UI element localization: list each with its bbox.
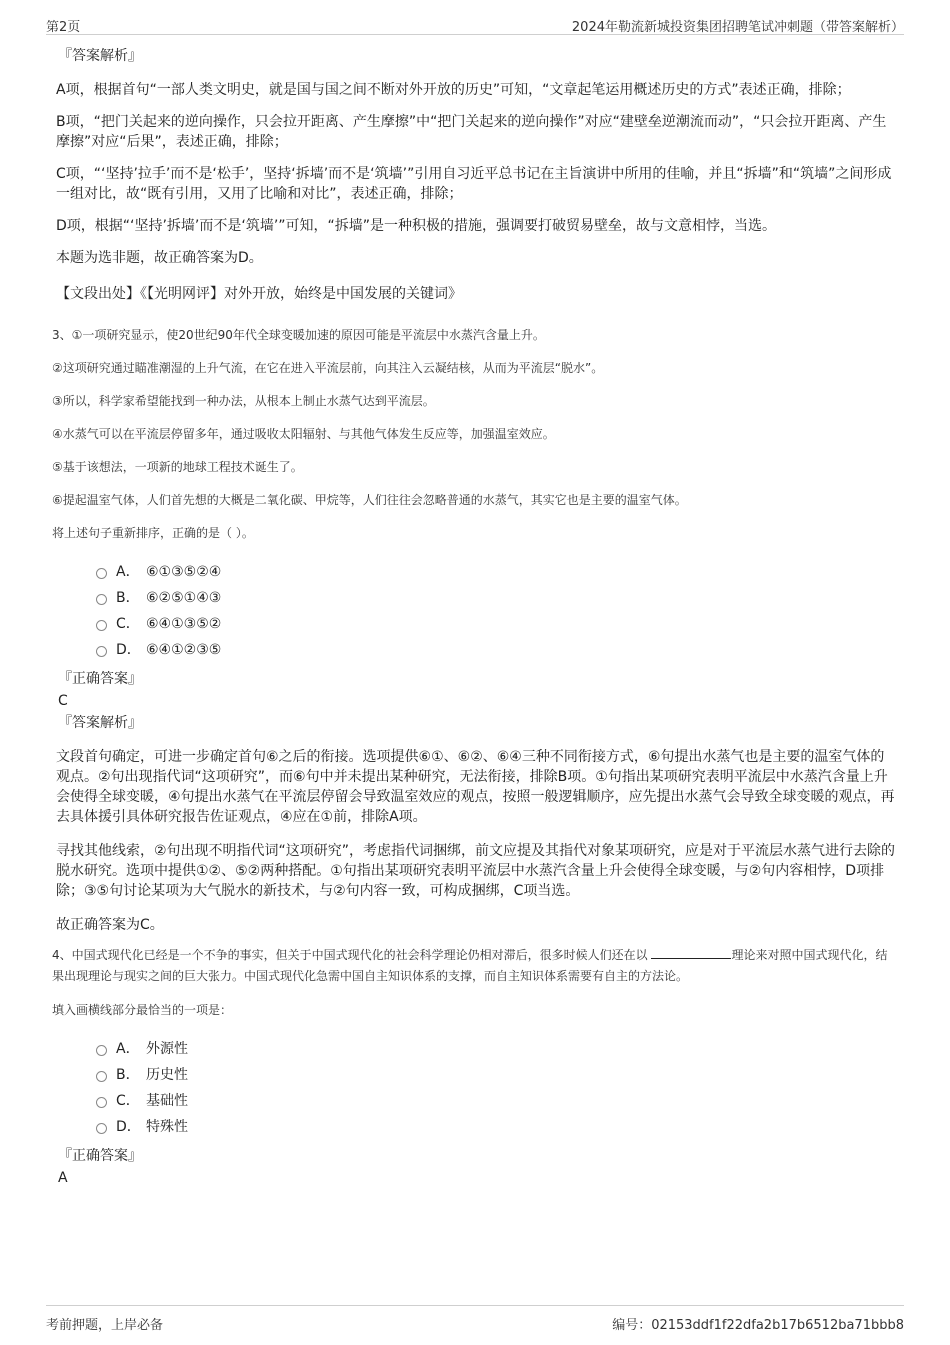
option-text: ⑥④①②③⑤ bbox=[146, 642, 222, 658]
option-text: 历史性 bbox=[146, 1067, 188, 1083]
page-footer bbox=[46, 1305, 904, 1332]
option-letter: C． bbox=[116, 1093, 140, 1109]
option-text: 外源性 bbox=[146, 1041, 188, 1057]
correct-answer: C bbox=[58, 693, 68, 709]
option-text: ⑥④①③⑤② bbox=[146, 616, 222, 632]
page-number: 第2页 bbox=[46, 20, 81, 35]
option-c[interactable] bbox=[56, 1088, 896, 1114]
analysis-conclusion: 本题为选非题，故正确答案为D。 bbox=[56, 250, 263, 266]
radio-icon[interactable] bbox=[96, 1097, 107, 1108]
radio-icon[interactable] bbox=[96, 594, 107, 605]
question-stem: ②这项研究通过瞄准潮湿的上升气流，在它在进入平流层前，向其注入云凝结核，从而为平流层“脱水”。 bbox=[52, 361, 604, 375]
analysis-label: 『答案解析』 bbox=[58, 715, 142, 731]
option-b[interactable] bbox=[56, 585, 896, 611]
option-letter: C． bbox=[116, 616, 140, 632]
option-text: ⑥①③⑤②④ bbox=[146, 564, 222, 580]
question-stem: ③所以，科学家希望能找到一种办法，从根本上制止水蒸气达到平流层。 bbox=[52, 394, 435, 408]
question-stem: ⑥提起温室气体，人们首先想的大概是二氧化碳、甲烷等，人们往往会忽略普通的水蒸气，其实它也是主要的温室气体。 bbox=[52, 493, 687, 507]
option-a[interactable] bbox=[56, 559, 896, 585]
analysis-conclusion: 故正确答案为C。 bbox=[56, 917, 164, 933]
stem-before: 4、中国式现代化已经是一个不争的事实，但关于中国式现代化的社会科学理论仍相对滞后，很多时候人们还在以 bbox=[52, 948, 648, 962]
source-citation: 【文段出处】《【光明网评】对外开放，始终是中国发展的关键词》 bbox=[56, 286, 462, 302]
option-d[interactable] bbox=[56, 637, 896, 663]
option-b[interactable] bbox=[56, 1062, 896, 1088]
option-letter: B． bbox=[116, 1067, 140, 1083]
question-stem bbox=[52, 945, 896, 987]
fill-blank bbox=[651, 946, 731, 959]
question-stem: 3、①一项研究显示，使20世纪90年代全球变暖加速的原因可能是平流层中水蒸汽含量上升。 bbox=[52, 328, 545, 342]
footer-slogan: 考前押题，上岸必备 bbox=[46, 1318, 164, 1333]
option-letter: D． bbox=[116, 1119, 141, 1135]
analysis-para: D项，根据“‘坚持’拆墙’而不是‘筑墙’”可知，“拆墙”是一种积极的措施，强调要打破贸易壁垒，故与文意相悖，当选。 bbox=[56, 218, 777, 234]
radio-icon[interactable] bbox=[96, 1045, 107, 1056]
option-c[interactable] bbox=[56, 611, 896, 637]
option-text: 特殊性 bbox=[146, 1119, 188, 1135]
correct-answer-label: 『正确答案』 bbox=[58, 671, 142, 687]
question-prompt: 填入画横线部分最恰当的一项是： bbox=[52, 1003, 233, 1017]
question-3 bbox=[52, 326, 896, 543]
radio-icon[interactable] bbox=[96, 1071, 107, 1082]
analysis-para: 文段首句确定，可进一步确定首句⑥之后的衔接。选项提供⑥①、⑥②、⑥④三种不同衔接方式，⑥句提出水蒸气也是主要的温室气体的观点。②句出现指代词“这项研究”，而⑥句中并未提出某种研究，无法衔接，排除B项。①句指出某项研究表明平流层中水蒸汽含量上升会使得全球变暖，④句提出水蒸气在平流层停留会导致温室效应的观点，按照一般逻辑顺序，应先提出水蒸气会导致全球变暖的观点，再去具体援引具体研究报告佐证观点，④应在①前，排除A项。 bbox=[56, 749, 895, 825]
analysis-para: 寻找其他线索，②句出现不明指代词“这项研究”，考虑指代词捆绑，前文应提及其指代对象某项研究，应是对于平流层水蒸气进行去除的脱水研究。选项中提供①②、⑤②两种搭配。①句指出某项研究表明平流层中水蒸汽含量上升会使得全球变暖，与②句内容相悖，D项排除；③⑤句讨论某项为大气脱水的新技术，与②句内容一致，可构成捆绑，C项当选。 bbox=[56, 843, 896, 899]
option-d[interactable] bbox=[56, 1114, 896, 1140]
page-content bbox=[52, 44, 896, 1188]
option-letter: D． bbox=[116, 642, 141, 658]
radio-icon[interactable] bbox=[96, 646, 107, 657]
stem-after: 理论来对照中国式现代化，结果出现理论与现实之间的巨大张力。中国式现代化急需中国自主知识体系的支撑，而自主知识体系需要有自主的方法论。 bbox=[52, 948, 888, 983]
option-a[interactable] bbox=[56, 1036, 896, 1062]
analysis-label: 『答案解析』 bbox=[58, 48, 142, 64]
options-list bbox=[56, 559, 896, 663]
option-letter: B． bbox=[116, 590, 140, 606]
options-list bbox=[56, 1036, 896, 1140]
analysis-para: B项，“把门关起来的逆向操作，只会拉开距离、产生摩擦”中“把门关起来的逆向操作”对应“建壁垒逆潮流而动”，“只会拉开距离、产生摩擦”对应“后果”，表述正确，排除； bbox=[56, 114, 887, 150]
analysis-para: A项，根据首句“一部人类文明史，就是国与国之间不断对外开放的历史”可知，“文章起笔运用概述历史的方式”表述正确，排除； bbox=[56, 82, 851, 98]
question-stem: ④水蒸气可以在平流层停留多年，通过吸收太阳辐射、与其他气体发生反应等，加强温室效应。 bbox=[52, 427, 555, 441]
question-4 bbox=[52, 945, 896, 1020]
correct-answer-label: 『正确答案』 bbox=[58, 1148, 142, 1164]
question-prompt: 将上述句子重新排序，正确的是（ ）。 bbox=[52, 526, 254, 540]
option-letter: A． bbox=[116, 564, 140, 580]
question-stem: ⑤基于该想法，一项新的地球工程技术诞生了。 bbox=[52, 460, 303, 474]
option-text: ⑥②⑤①④③ bbox=[146, 590, 222, 606]
page-header bbox=[46, 14, 904, 35]
option-letter: A． bbox=[116, 1041, 140, 1057]
option-text: 基础性 bbox=[146, 1093, 188, 1109]
radio-icon[interactable] bbox=[96, 620, 107, 631]
document-id: 编号：02153ddf1f22dfa2b17b6512ba71bbb8 bbox=[612, 1318, 904, 1333]
radio-icon[interactable] bbox=[96, 568, 107, 579]
document-title: 2024年勒流新城投资集团招聘笔试冲刺题（带答案解析） bbox=[571, 20, 904, 35]
analysis-para: C项，“‘坚持’拉手’而不是‘松手’，坚持‘拆墙’而不是‘筑墙’”引用自习近平总书记在主旨演讲中所用的佳喻，并且“拆墙”和“筑墙”之间形成一组对比，故“既有引用，又用了比喻和对比”，表述正确，排除； bbox=[56, 166, 892, 202]
radio-icon[interactable] bbox=[96, 1123, 107, 1134]
correct-answer: A bbox=[58, 1170, 68, 1186]
